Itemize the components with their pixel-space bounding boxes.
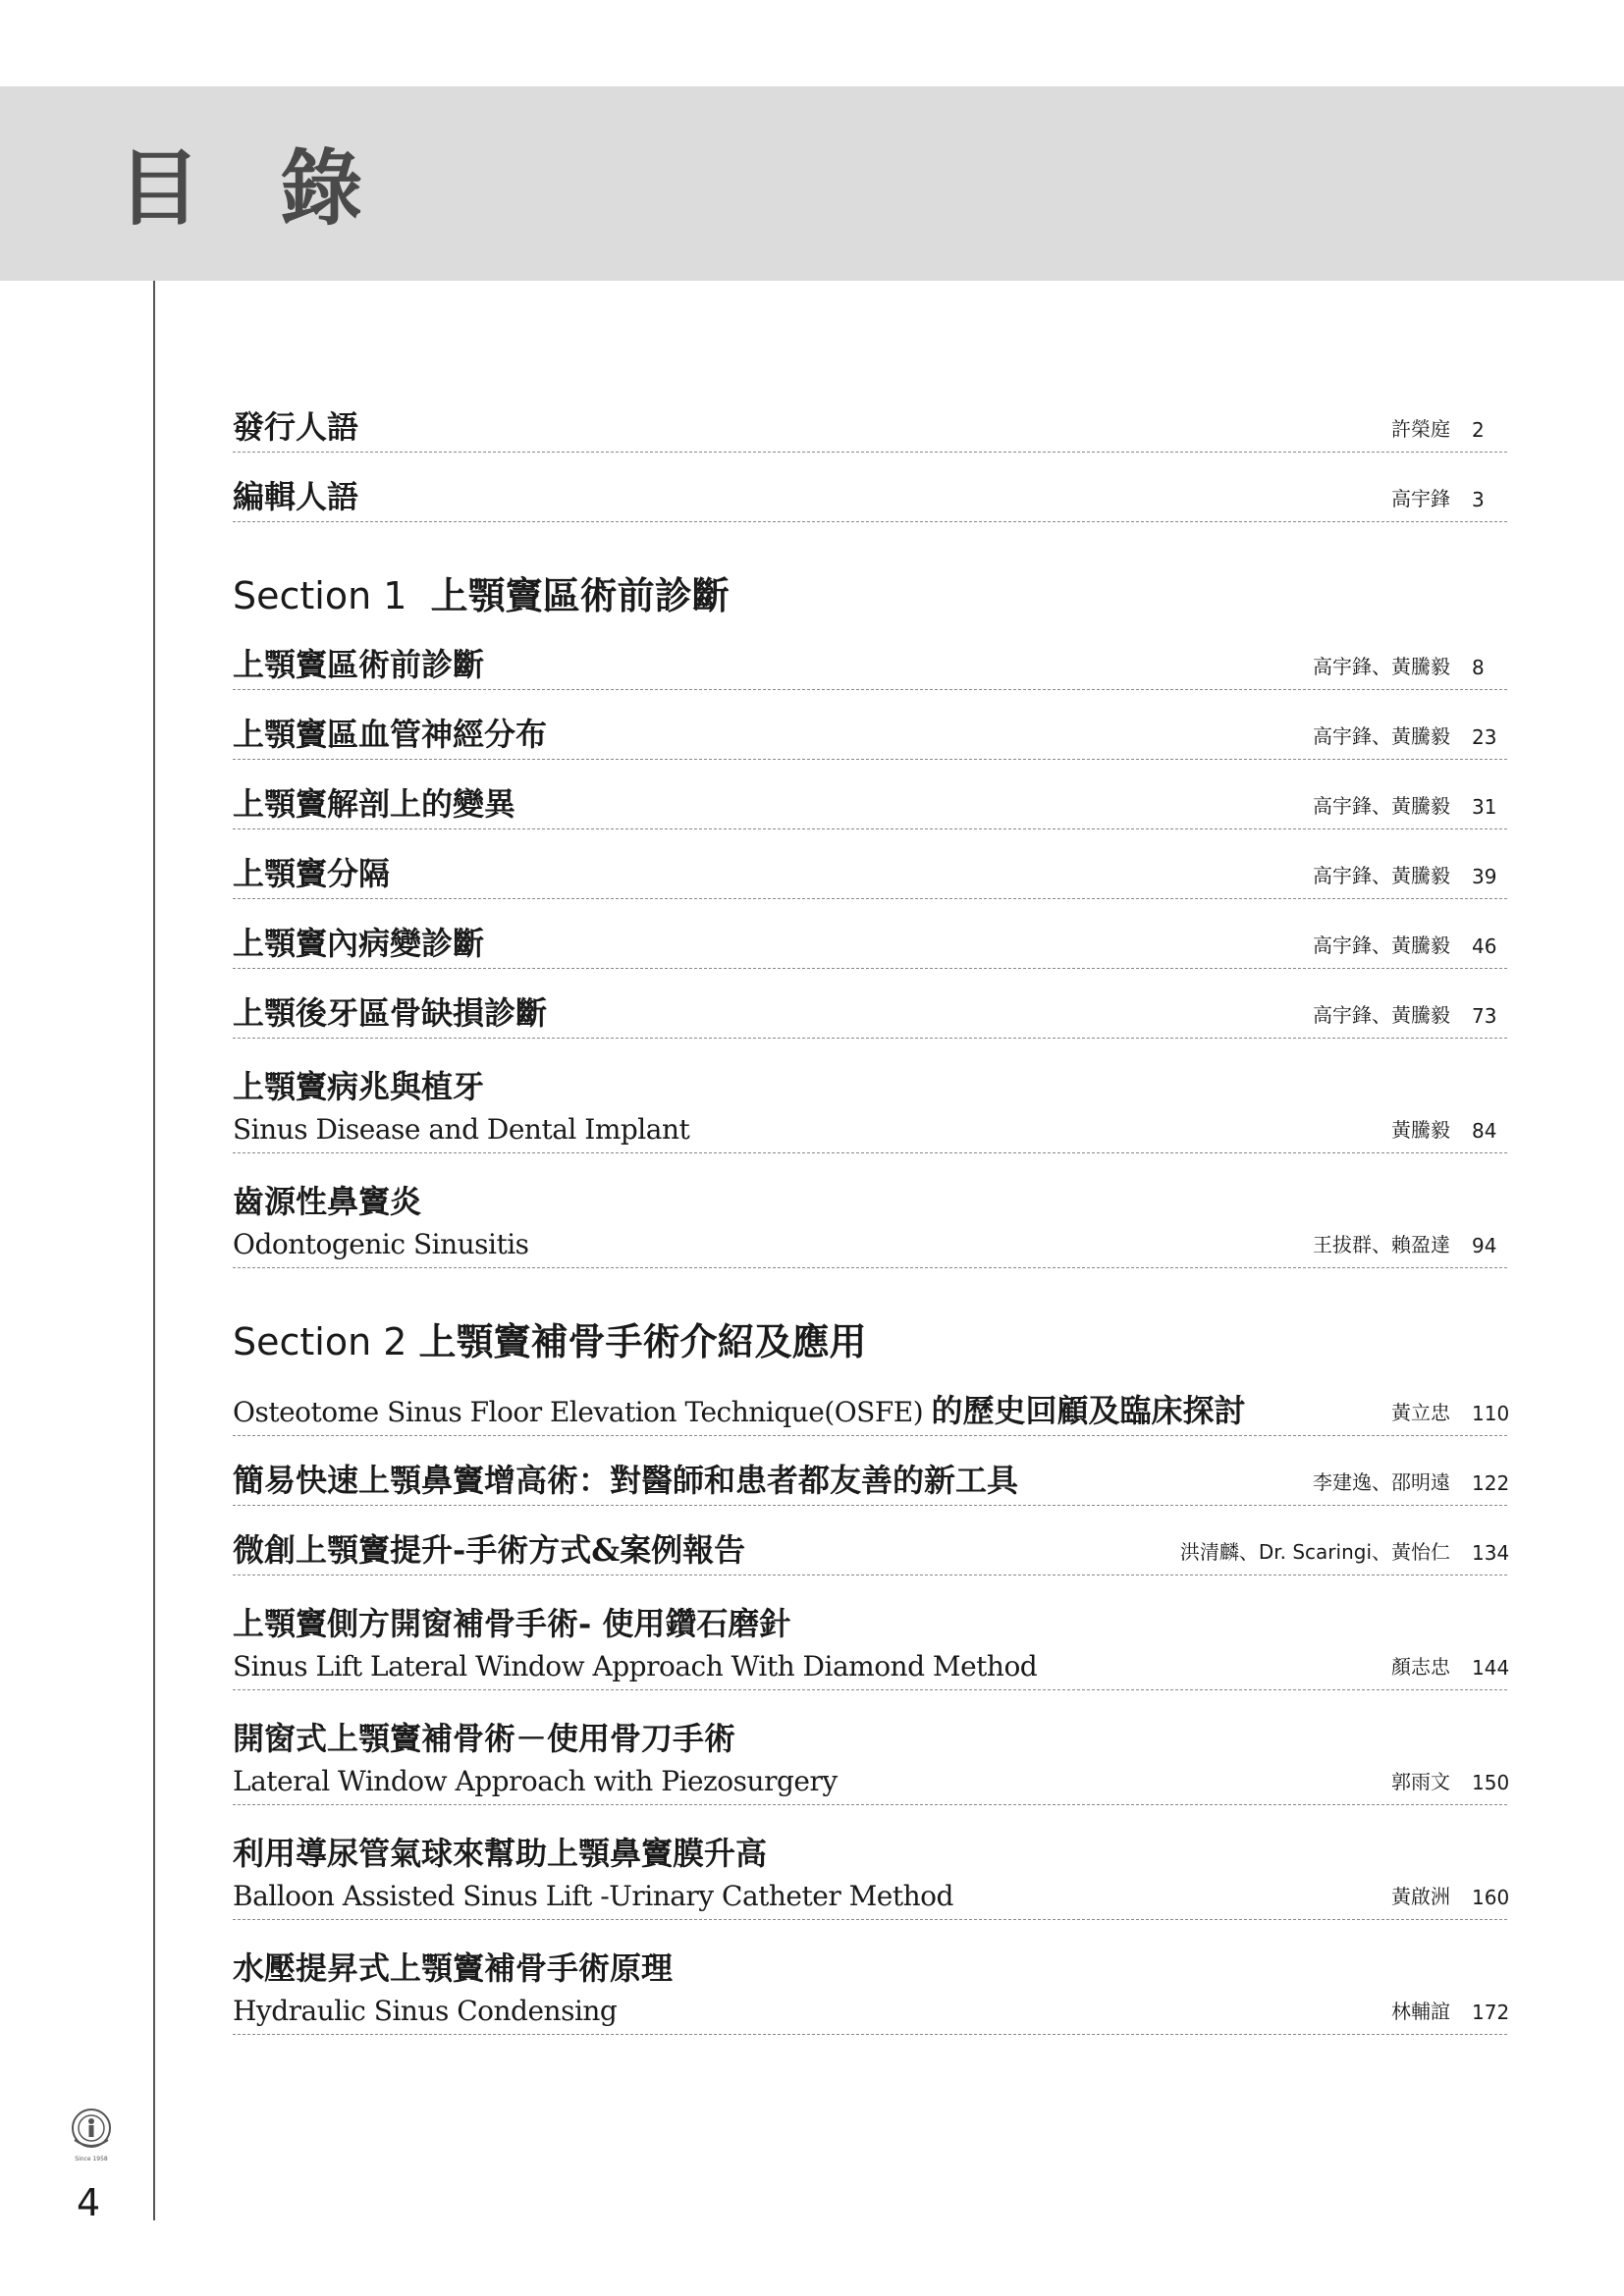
entry-title [233, 1835, 1391, 1919]
entry-title: 編輯人語 [233, 477, 359, 515]
toc-entry[interactable] [233, 772, 1507, 829]
toc-entry-editor-note[interactable] [233, 464, 1507, 522]
entry-title: 上顎竇區血管神經分布 [233, 715, 548, 753]
toc-entry[interactable] [233, 702, 1507, 760]
entry-page: 110 [1472, 1402, 1510, 1425]
entry-title: 上顎竇區術前診斷 [233, 645, 485, 683]
entry-page: 144 [1472, 1656, 1510, 1680]
page-number: 4 [77, 2181, 101, 2224]
vertical-rule [153, 281, 155, 2220]
entry-title-text: 的歷史回顧及臨床探討 [931, 1391, 1246, 1429]
entry-title-text: 利用導尿管氣球來幫助上顎鼻竇膜升高 [233, 1835, 768, 1873]
toc-entry[interactable] [233, 1932, 1510, 2035]
entry-title [233, 1392, 1391, 1435]
entry-subtitle: Balloon Assisted Sinus Lift -Urinary Catheter Method [233, 1880, 953, 1913]
entry-page: 46 [1472, 934, 1497, 958]
entry-page: 2 [1472, 418, 1485, 442]
entry-author: 黃立忠 [1391, 1401, 1450, 1424]
entry-subtitle: Sinus Lift Lateral Window Approach With Diamond Method [233, 1650, 1038, 1683]
entry-author: 郭雨文 [1391, 1770, 1450, 1793]
entry-title-text: 水壓提昇式上顎竇補骨手術原理 [233, 1949, 674, 1988]
toc-entry-publisher-note[interactable] [233, 395, 1507, 453]
entry-title-text: 開窗式上顎竇補骨術－使用骨刀手術 [233, 1720, 736, 1758]
entry-page: 23 [1472, 725, 1497, 749]
table-of-contents [233, 383, 1510, 2035]
section-label: Section 2 [233, 1320, 407, 1363]
entry-page: 39 [1472, 865, 1497, 888]
entry-author: 黃啟洲 [1391, 1885, 1450, 1908]
entry-page: 73 [1472, 1004, 1497, 1028]
entry-subtitle: Lateral Window Approach with Piezosurgery [233, 1765, 838, 1798]
entry-title-text: 上顎竇病兆與植牙 [233, 1068, 485, 1106]
entry-author: 顏志忠 [1391, 1655, 1450, 1679]
entry-author: 高宇鋒、黃騰毅 [1313, 724, 1450, 748]
entry-author: 林輔誼 [1391, 2000, 1450, 2023]
toc-entry[interactable] [233, 1518, 1510, 1575]
entry-author: 高宇鋒、黃騰毅 [1313, 794, 1450, 818]
entry-title: 上顎竇解剖上的變異 [233, 784, 516, 823]
entry-subtitle: Sinus Disease and Dental Implant [233, 1113, 690, 1147]
entry-page: 122 [1472, 1471, 1510, 1495]
section-name: 上顎竇補骨手術介紹及應用 [418, 1320, 867, 1363]
toc-entry[interactable] [233, 981, 1507, 1039]
toc-entry[interactable] [233, 1702, 1510, 1805]
entry-author: 許榮庭 [1391, 417, 1450, 441]
section-heading-1 [233, 571, 1507, 620]
entry-author: 高宇鋒 [1391, 487, 1450, 510]
entry-title: 微創上顎竇提升-手術方式&案例報告 [233, 1530, 746, 1569]
toc-entry[interactable] [233, 632, 1507, 690]
toc-entry[interactable] [233, 841, 1507, 899]
toc-entry[interactable] [233, 1448, 1510, 1506]
entry-title-text: 齒源性鼻竇炎 [233, 1183, 422, 1221]
toc-entry[interactable] [233, 1378, 1510, 1436]
entry-page: 31 [1472, 795, 1497, 819]
entry-title [233, 1183, 1313, 1267]
toc-entry[interactable] [233, 1165, 1507, 1268]
entry-title [233, 1605, 1391, 1689]
entry-author: 高宇鋒、黃騰毅 [1313, 655, 1450, 678]
toc-entry[interactable] [233, 911, 1507, 969]
entry-author: 王拔群、賴盈達 [1313, 1233, 1450, 1256]
entry-page: 160 [1472, 1886, 1510, 1909]
section-heading-2 [233, 1317, 1507, 1366]
entry-page: 134 [1472, 1541, 1510, 1565]
logo-caption: Since 1958 [75, 2156, 108, 2163]
toc-entry[interactable] [233, 1050, 1507, 1153]
entry-page: 94 [1472, 1234, 1497, 1257]
entry-page: 84 [1472, 1119, 1497, 1143]
entry-title: 簡易快速上顎鼻竇增高術：對醫師和患者都友善的新工具 [233, 1461, 1019, 1499]
entry-title [233, 1949, 1391, 2034]
entry-title-latin: Osteotome Sinus Floor Elevation Technique(OSFE) [233, 1395, 932, 1428]
entry-author: 李建逸、邵明遠 [1313, 1470, 1450, 1494]
entry-author: 洪清麟、Dr. Scaringi、黃怡仁 [1179, 1540, 1450, 1564]
entry-title-text: 上顎竇側方開窗補骨手術- 使用鑽石磨針 [233, 1605, 791, 1643]
association-logo-icon [67, 2107, 116, 2163]
toc-entry[interactable] [233, 1817, 1510, 1920]
entry-page: 172 [1472, 2001, 1510, 2024]
entry-title [233, 1068, 1391, 1152]
entry-page: 8 [1472, 656, 1485, 679]
entry-subtitle: Odontogenic Sinusitis [233, 1228, 529, 1261]
entry-title [233, 1720, 1391, 1804]
section-label: Section 1 [233, 574, 407, 617]
entry-title: 上顎竇分隔 [233, 854, 391, 892]
entry-author: 高宇鋒、黃騰毅 [1313, 934, 1450, 957]
entry-title: 上顎後牙區骨缺損診斷 [233, 993, 548, 1032]
page-title: 目 錄 [118, 140, 389, 237]
entry-author: 高宇鋒、黃騰毅 [1313, 864, 1450, 887]
section-name: 上顎竇區術前診斷 [430, 574, 730, 617]
entry-author: 高宇鋒、黃騰毅 [1313, 1003, 1450, 1027]
entry-title: 發行人語 [233, 407, 359, 446]
toc-entry[interactable] [233, 1587, 1510, 1690]
entry-title: 上顎竇內病變診斷 [233, 924, 485, 962]
entry-author: 黃騰毅 [1391, 1118, 1450, 1142]
entry-page: 3 [1472, 488, 1485, 511]
entry-subtitle: Hydraulic Sinus Condensing [233, 1995, 618, 2028]
entry-page: 150 [1472, 1771, 1510, 1794]
